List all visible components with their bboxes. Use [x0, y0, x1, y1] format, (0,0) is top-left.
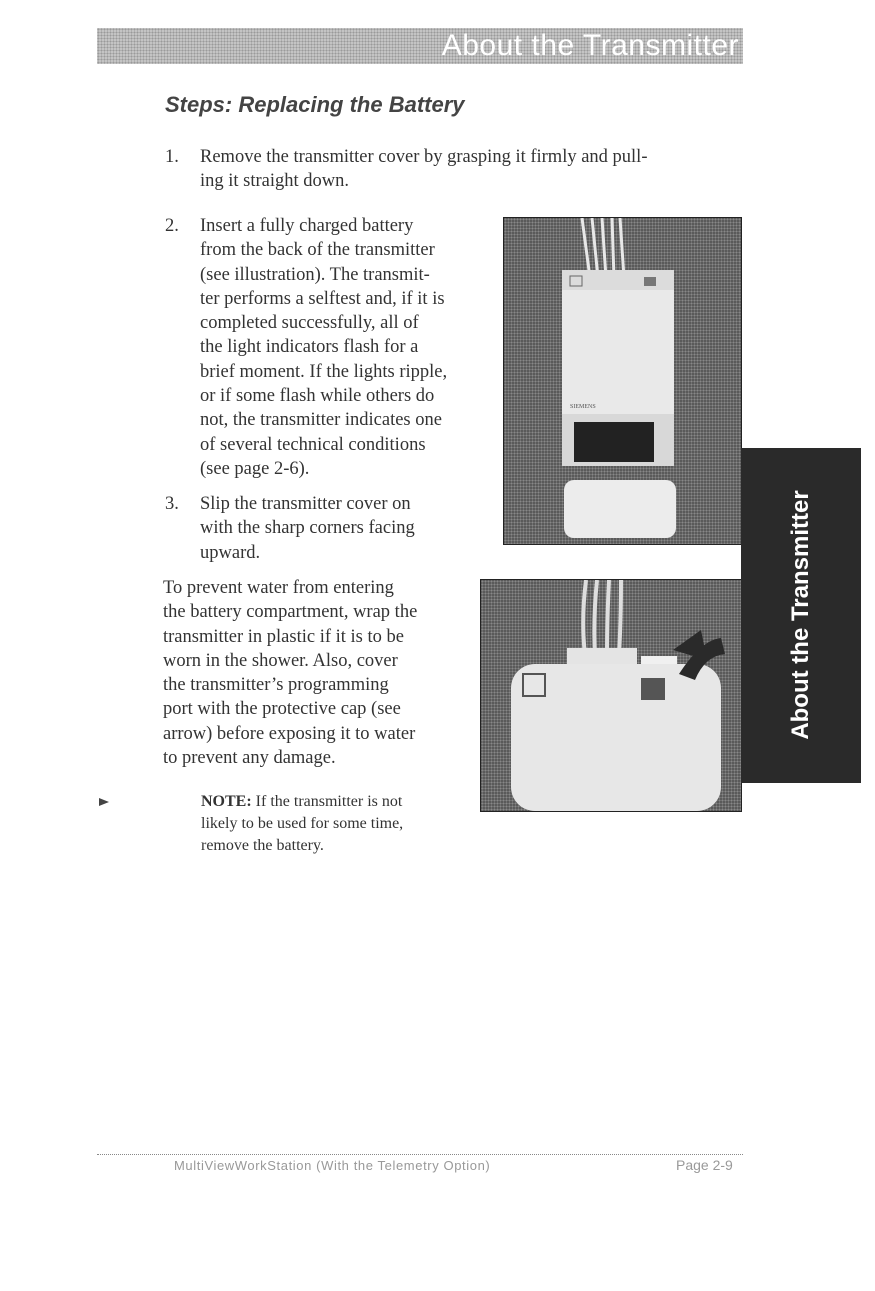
step-number: 1.	[165, 147, 179, 167]
transmitter-battery-illustration	[504, 218, 741, 544]
transmitter-battery-photo	[503, 217, 742, 545]
programming-port-photo	[480, 579, 742, 812]
side-tab-label: About the Transmitter	[787, 490, 814, 740]
step-text: Remove the transmitter cover by grasping it firmly and pull- ing it straight down.	[200, 147, 648, 192]
header-title: About the Transmitter	[441, 29, 739, 62]
chapter-side-tab	[741, 448, 861, 783]
brand-label: SIEMENS	[570, 404, 596, 410]
header-band	[97, 28, 743, 64]
note-arrow-icon	[99, 798, 109, 806]
footer-document-title: MultiViewWorkStation (With the Telemetry Option)	[174, 1158, 491, 1173]
note: NOTE: If the transmitter is not likely to be used for some time, remove the battery.	[201, 793, 404, 854]
water-warning-paragraph: To prevent water from entering the battery compartment, wrap the transmitter in plastic if it is to be worn in the shower. Also, cover the transmitter’s programming port with the protective cap (see arrow) before exposing it to water to prevent any damage.	[163, 578, 418, 769]
step-number: 2.	[165, 216, 179, 236]
step-number: 3.	[165, 494, 179, 514]
section-heading: Steps: Replacing the Battery	[165, 92, 465, 117]
programming-port-illustration	[481, 580, 741, 811]
step-text: Insert a fully charged battery from the back of the transmitter (see illustration). The transmit- ter performs a selftest and, if it is completed successfully, all of the light indicators flash for a brief moment. If the lights ripple, or if some flash while others do not, the transmitter indicates one of several technical conditions (see page 2-6).	[200, 216, 448, 479]
step-text: Slip the transmitter cover on with the sharp corners facing upward.	[200, 494, 415, 563]
footer-divider	[97, 1154, 743, 1155]
note-label: NOTE:	[201, 793, 252, 810]
footer-page-number: Page 2-9	[676, 1157, 733, 1173]
